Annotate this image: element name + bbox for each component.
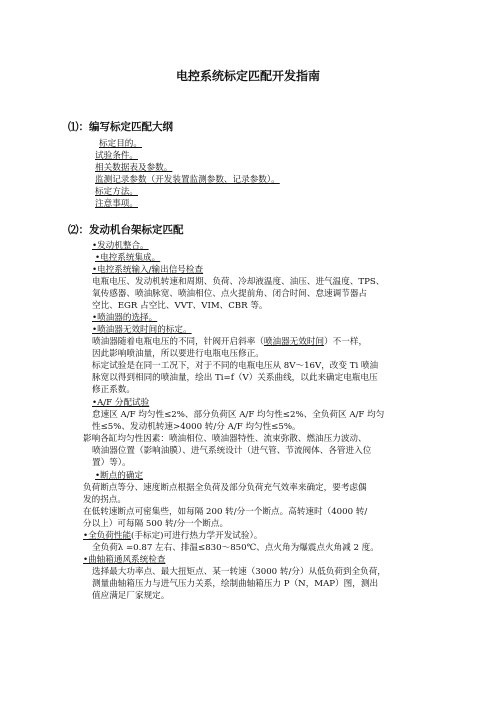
bullet-item: •A/F 分配试验 [92,398,150,408]
body-line: 在低转速断点可密集些，如每隔 200 转/分一个断点。高转速时（4000 转/ [83,507,368,517]
body-line: 怠速区 A/F 均匀性≤2%、部分负荷区 A/F 均匀性≤2%、全负荷区 A/F 均匀 [92,410,385,420]
body-line: 性≤5%、发动机转速>4000 转/分 A/F 均匀性≤5%。 [92,422,301,432]
bullet-item: •发动机整合。 [92,241,149,251]
body-line: 喷油器位置（影响油膜）、进气系统设计（进气管、节流阀体、各管进入位 [92,446,372,456]
body-line [83,531,262,542]
body-line: 负荷断点等分、速度断点根据全负荷及部分负荷充气效率来确定，要考虑偶 [83,483,367,493]
body-line: 测量曲轴箱压力与进气压力关系，绘制曲轴箱压力 P（N，MAP）图，测出 [92,579,379,589]
outline-item: 试验条件。 [95,151,138,161]
body-line: 全负荷λ =0.87 左右、排温≤830～850℃、点火角为爆震点火角减 2 度。 [92,543,379,553]
body-line: 电瓶电压、发动机转速和周期、负荷、冷却液温度、油压、进气温度、TPS、 [92,277,385,287]
body-line [92,337,367,348]
section-2-heading: ⑵：发动机台架标定匹配 [68,224,184,236]
bullet-item: •断点的确定 [95,471,144,481]
outline-item: 相关数据表及参数。 [95,163,173,173]
body-text-underlined: 喷油器无效时间 [263,337,325,347]
body-text: (手标定)可进行热力学开发试验）。 [131,531,263,541]
bullet-item: •曲轴箱通风系统检查 [83,555,166,565]
outline-item: 标定方法。 [95,187,138,197]
body-line: 空比、EGR 占空比、VVT、VIM、CBR 等。 [92,301,268,311]
body-line: 选择最大功率点、最大扭矩点、某一转速（3000 转/分）从低负荷到全负荷， [92,567,386,577]
bullet-item: •喷油器无效时间的标定。 [92,325,192,335]
body-line: 值应满足厂家规定。 [92,591,170,601]
body-line: 标定试验是在同一工况下，对于不同的电瓶电压从 8V～16V，改变 Ti 喷油 [92,361,379,371]
bullet-item: •电控系统集成。 [95,253,161,263]
body-line: 因此影响喷油量，所以要进行电瓶电压修正。 [92,349,264,359]
document-title: 电控系统标定匹配开发指南 [175,69,320,83]
bullet-item: •全负荷性能 [83,531,132,541]
body-line: 置）等）。 [92,458,131,468]
bullet-item: •喷油器的选择。 [92,313,158,323]
outline-item: 标定目的。 [99,139,142,149]
body-line: 影响各缸均匀性因素：喷油相位、喷油器特性、流束弥散、燃油压力波动、 [83,434,367,444]
body-line: 修正系数。 [92,385,135,395]
body-line: 分以上）可每隔 500 转/分一个断点。 [83,519,229,529]
body-line: 发的拐点。 [83,495,126,505]
body-text: ）不一样， [324,337,368,347]
body-line: 脉宽以得到相同的喷油量，绘出 Ti=f（V）关系曲线，以此来确定电瓶电压 [92,373,378,383]
bullet-item: •电控系统输入/输出信号检查 [92,265,204,275]
body-text: 喷油器随着电瓶电压的不同，针阀开启斜率（ [92,337,264,347]
body-line: 氧传感器、喷油脉宽、喷油相位、点火提前角、闭合时间、怠速调节器占 [92,289,368,299]
section-1-heading: ⑴：编写标定匹配大纲 [68,121,173,133]
outline-item: 注意事项。 [95,199,138,209]
outline-item: 监测记录参数（开发装置监测参数、记录参数）。 [95,175,280,185]
